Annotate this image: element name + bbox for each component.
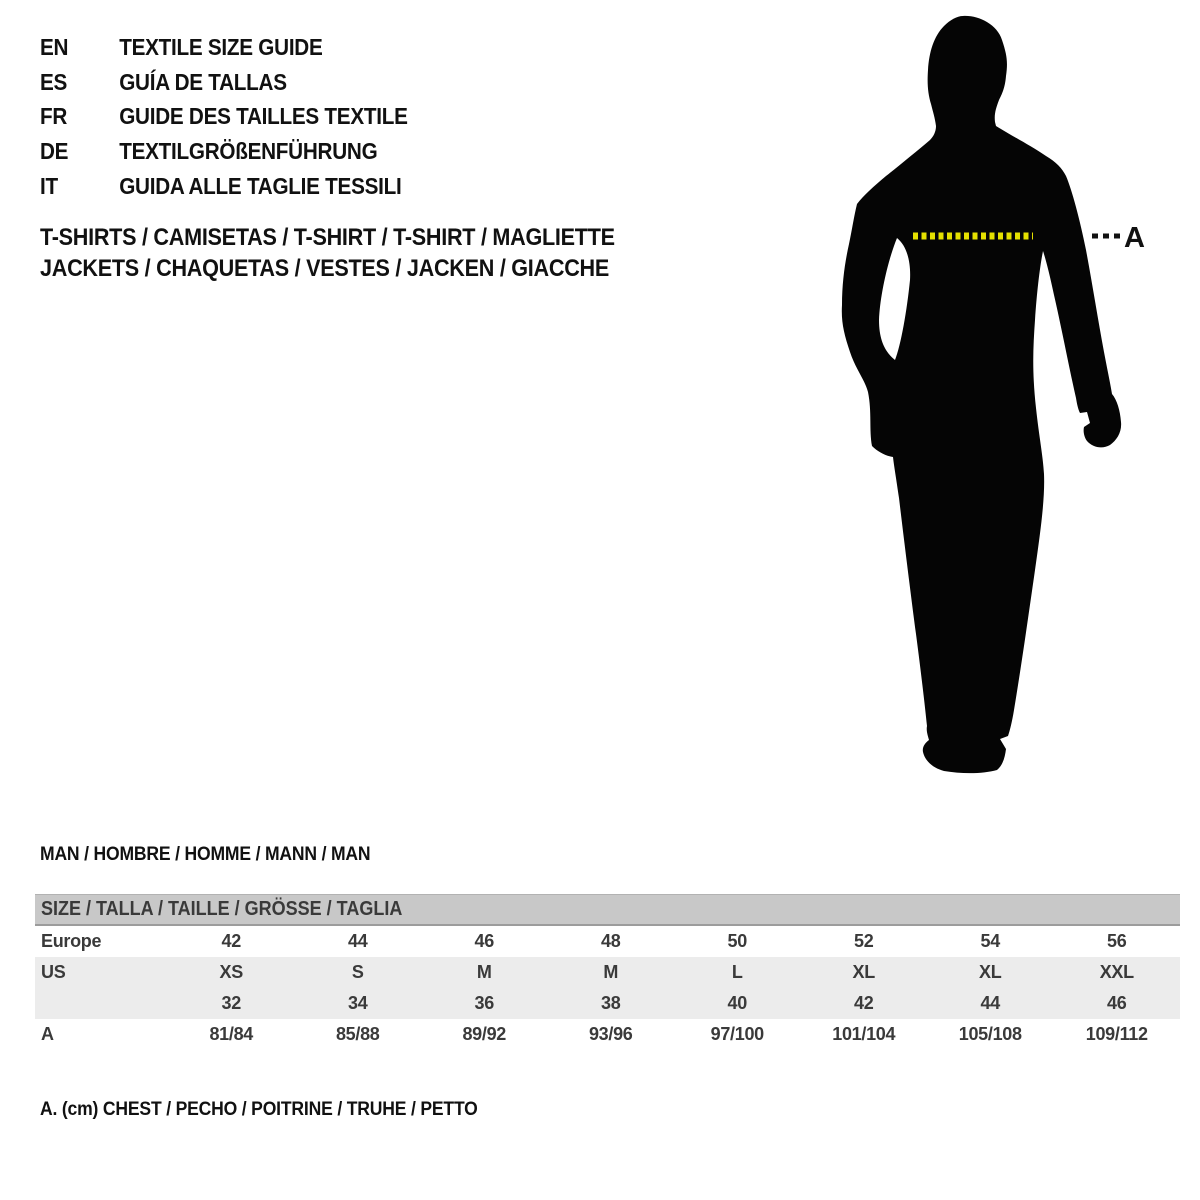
row-label: US xyxy=(41,962,66,982)
size-cell: 42 xyxy=(221,931,241,951)
size-cell: XL xyxy=(852,962,875,982)
size-cell: 44 xyxy=(980,993,1000,1013)
size-cell: 50 xyxy=(727,931,747,951)
table-row-chest-a xyxy=(35,1019,1180,1050)
language-row-es xyxy=(40,65,408,100)
measure-label-a: A xyxy=(1124,222,1145,254)
measurement-footnote: A. (cm) CHEST / PECHO / POITRINE / TRUHE / PETTO xyxy=(40,1098,478,1120)
size-cell: 52 xyxy=(854,931,874,951)
language-row-de xyxy=(40,134,408,169)
man-figure xyxy=(820,0,1160,800)
size-cell: 40 xyxy=(727,993,747,1013)
language-title: GUIDE DES TAILLES TEXTILE xyxy=(119,103,408,130)
size-cell: L xyxy=(731,962,743,982)
row-label: A xyxy=(41,1024,54,1044)
size-cell: M xyxy=(603,962,619,982)
category-jackets: JACKETS / CHAQUETAS / VESTES / JACKEN / GIACCHE xyxy=(40,254,609,282)
man-silhouette xyxy=(842,16,1121,773)
language-code: EN xyxy=(40,33,69,60)
row-label: Europe xyxy=(41,931,102,951)
size-cell: 34 xyxy=(348,993,368,1013)
size-cell: 93/96 xyxy=(588,1024,633,1044)
size-cell: 97/100 xyxy=(710,1024,764,1044)
language-row-it xyxy=(40,169,408,204)
size-cell: 89/92 xyxy=(462,1024,507,1044)
table-header-label: SIZE / TALLA / TAILLE / GRÖSSE / TAGLIA xyxy=(41,898,403,920)
category-tshirts: T-SHIRTS / CAMISETAS / T-SHIRT / T-SHIRT / MAGLIETTE xyxy=(40,223,615,251)
language-code: ES xyxy=(40,68,68,95)
size-table xyxy=(35,894,1180,1050)
language-title: GUIDA ALLE TAGLIE TESSILI xyxy=(119,172,402,199)
language-row-en xyxy=(40,30,408,65)
language-title: TEXTILGRÖßENFÜHRUNG xyxy=(119,137,378,164)
language-code: IT xyxy=(40,172,58,199)
man-silhouette-svg xyxy=(820,0,1160,800)
language-title: GUÍA DE TALLAS xyxy=(119,68,287,95)
size-cell: 46 xyxy=(1107,993,1127,1013)
language-code: DE xyxy=(40,137,69,164)
size-cell: 56 xyxy=(1107,931,1127,951)
language-code: FR xyxy=(40,103,68,130)
garment-categories xyxy=(40,222,679,284)
table-row-us xyxy=(35,957,1180,988)
language-list xyxy=(40,30,449,203)
section-title-man: MAN / HOMBRE / HOMME / MANN / MAN xyxy=(40,843,371,865)
size-cell: S xyxy=(351,962,364,982)
size-cell: 32 xyxy=(221,993,241,1013)
language-title: TEXTILE SIZE GUIDE xyxy=(119,33,323,60)
size-cell: 38 xyxy=(601,993,621,1013)
size-cell: XXL xyxy=(1099,962,1134,982)
table-row-europe xyxy=(35,926,1180,957)
size-cell: M xyxy=(476,962,492,982)
table-header-row xyxy=(35,894,1180,926)
size-cell: XL xyxy=(979,962,1002,982)
size-cell: 46 xyxy=(474,931,494,951)
size-cell: 85/88 xyxy=(335,1024,380,1044)
size-cell: 81/84 xyxy=(209,1024,254,1044)
size-cell: XS xyxy=(219,962,243,982)
size-cell: 36 xyxy=(474,993,494,1013)
size-cell: 109/112 xyxy=(1085,1024,1148,1044)
size-cell: 105/108 xyxy=(958,1024,1022,1044)
table-row-numeric xyxy=(35,988,1180,1019)
size-cell: 42 xyxy=(854,993,874,1013)
size-cell: 44 xyxy=(348,931,368,951)
language-row-fr xyxy=(40,99,408,134)
size-cell: 54 xyxy=(980,931,1000,951)
size-cell: 48 xyxy=(601,931,621,951)
size-cell: 101/104 xyxy=(832,1024,896,1044)
